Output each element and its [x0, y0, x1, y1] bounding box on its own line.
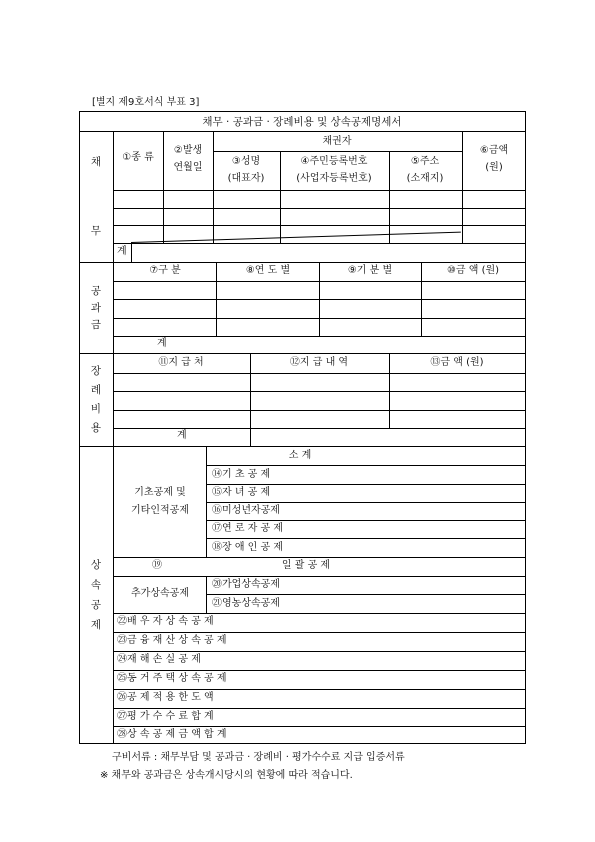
- child-deduction-item: ⑮자 녀 공 제: [212, 487, 271, 498]
- col-name-header-1: ③성명: [231, 156, 261, 167]
- deduction-line: [113, 726, 526, 727]
- debt-col-line: [213, 131, 214, 243]
- tax-total-label: 계: [157, 338, 167, 349]
- funeral-section-label-1: 장: [90, 365, 102, 377]
- col-amount-header-2: (원): [485, 162, 503, 173]
- debt-header-divider: [113, 190, 526, 191]
- debt-section-label-2: 무: [90, 225, 102, 237]
- funeral-col-line: [389, 353, 390, 428]
- tax-section-label-3: 금: [90, 319, 102, 331]
- debt-section-label-1: 채: [90, 156, 102, 168]
- lump-sum-deduction: 일 괄 공 제: [281, 560, 331, 571]
- funeral-row-line: [113, 428, 526, 429]
- debt-row-line: [113, 243, 526, 244]
- creditor-divider: [213, 151, 462, 152]
- funeral-row-line: [113, 410, 526, 411]
- deduction-line: [113, 651, 526, 652]
- deduction-line: [113, 670, 526, 671]
- deduction-section-label-1: 상: [90, 559, 102, 571]
- col-type-header: ①종 류: [122, 152, 154, 163]
- elderly-deduction-item: ⑰연 로 자 공 제: [212, 523, 284, 534]
- tax-col-line: [216, 262, 217, 336]
- col-id-header-1: ④주민등록번호: [300, 156, 368, 167]
- deduction-section-label-2: 속: [90, 579, 102, 591]
- section-divider: [79, 446, 526, 447]
- family-business-deduction: ⑳가업상속공제: [212, 579, 280, 590]
- deduction-line: [206, 465, 526, 466]
- debt-col-line: [163, 131, 164, 243]
- debt-total-label: 계: [117, 246, 127, 257]
- deduction-line: [206, 484, 526, 485]
- deduction-line: [206, 520, 526, 521]
- farming-deduction: ㉑영농상속공제: [212, 598, 280, 609]
- deduction-limit-row: ㉖공 제 적 용 한 도 액: [117, 692, 214, 703]
- deduction-line: [113, 632, 526, 633]
- tax-col-category: ⑦구 분: [149, 265, 181, 276]
- debt-tax-note: ※ 채무와 공과금은 상속개시당시의 현황에 따라 적습니다.: [100, 770, 353, 781]
- deduction-col-line: [206, 576, 207, 613]
- tax-col-line: [421, 262, 422, 336]
- debt-col-line: [462, 131, 463, 243]
- tax-col-year: ⑧연 도 별: [245, 265, 291, 276]
- form-number: [별지 제9호서식 부표 3]: [92, 97, 200, 108]
- basic-deduction-item: ⑭기 초 공 제: [212, 469, 271, 480]
- section-label-column-line: [113, 131, 114, 744]
- deduction-line: [113, 689, 526, 690]
- deduction-line: [206, 502, 526, 503]
- funeral-col-line: [250, 353, 251, 446]
- deduction-section-label-4: 제: [90, 619, 102, 631]
- basic-deduction-group-1: 기초공제 및: [134, 487, 186, 498]
- additional-deduction-group: 추가상속공제: [131, 588, 189, 599]
- debt-col-line: [389, 151, 390, 243]
- spouse-deduction-row: ㉒배 우 자 상 속 공 제: [117, 616, 214, 627]
- col-id-header-2: (사업자등록번호): [296, 173, 372, 184]
- cohabiting-house-deduction-row: ㉕동 거 주 택 상 속 공 제: [117, 673, 227, 684]
- tax-col-amount: ⑩금 액 (원): [446, 265, 500, 276]
- funeral-section-label-2: 례: [90, 384, 102, 396]
- tax-col-period: ⑨기 분 별: [347, 265, 393, 276]
- col-amount-header-1: ⑥금액: [479, 145, 509, 156]
- debt-row-line: [113, 225, 526, 226]
- lump-sum-number: ⑲: [152, 560, 162, 571]
- tax-section-label-2: 과: [90, 302, 102, 314]
- subtotal-label: 소 계: [288, 450, 312, 461]
- required-documents-note: 구비서류 : 채무부담 및 공과금 · 장례비 · 평가수수료 지급 입증서류: [112, 752, 405, 763]
- section-divider: [79, 262, 526, 263]
- appraisal-fee-total-row: ㉗평 가 수 수 료 합 계: [117, 711, 214, 722]
- tax-col-line: [319, 262, 320, 336]
- funeral-header-divider: [113, 373, 526, 374]
- creditor-header: 채권자: [322, 136, 352, 147]
- section-divider: [79, 353, 526, 354]
- disaster-loss-deduction-row: ㉔재 해 손 실 공 제: [117, 654, 201, 665]
- basic-deduction-group-2: 기타인적공제: [131, 505, 189, 516]
- title-divider: [79, 131, 526, 132]
- deduction-line: [113, 708, 526, 709]
- funeral-col-amount: ⑬금 액 (원): [430, 357, 484, 368]
- deduction-line: [113, 576, 526, 577]
- col-name-header-2: (대표자): [227, 173, 265, 184]
- disabled-deduction-item: ⑱장 애 인 공 제: [212, 542, 284, 553]
- deduction-total-row: ㉘상 속 공 제 금 액 합 계: [117, 729, 227, 740]
- deduction-line: [113, 613, 526, 614]
- deduction-line: [206, 538, 526, 539]
- col-date-header-1: ②발생: [173, 145, 203, 156]
- deduction-section-label-3: 공: [90, 599, 102, 611]
- funeral-row-line: [113, 391, 526, 392]
- debt-col-line: [280, 151, 281, 243]
- deduction-line: [206, 594, 526, 595]
- col-address-header-2: (소재지): [406, 173, 444, 184]
- funeral-col-details: ⑫지 급 내 역: [289, 357, 349, 368]
- tax-row-line: [113, 336, 526, 337]
- funeral-col-payee: ⑪지 급 처: [158, 357, 204, 368]
- funeral-total-label: 계: [177, 430, 187, 441]
- funeral-section-label-3: 비: [90, 403, 102, 415]
- col-address-header-1: ⑤주소: [410, 156, 440, 167]
- deduction-line: [113, 557, 526, 558]
- minor-deduction-item: ⑯미성년자공제: [212, 505, 280, 516]
- tax-section-label-1: 공: [90, 285, 102, 297]
- col-date-header-2: 연월일: [173, 162, 203, 173]
- financial-asset-deduction-row: ㉓금 융 재 산 상 속 공 제: [117, 635, 227, 646]
- form-title: 채무 · 공과금 · 장례비용 및 상속공제명세서: [202, 116, 402, 128]
- debt-row-line: [113, 208, 526, 209]
- funeral-section-label-4: 용: [90, 422, 102, 434]
- deduction-col-line: [206, 446, 207, 557]
- debt-total-line: [131, 243, 132, 262]
